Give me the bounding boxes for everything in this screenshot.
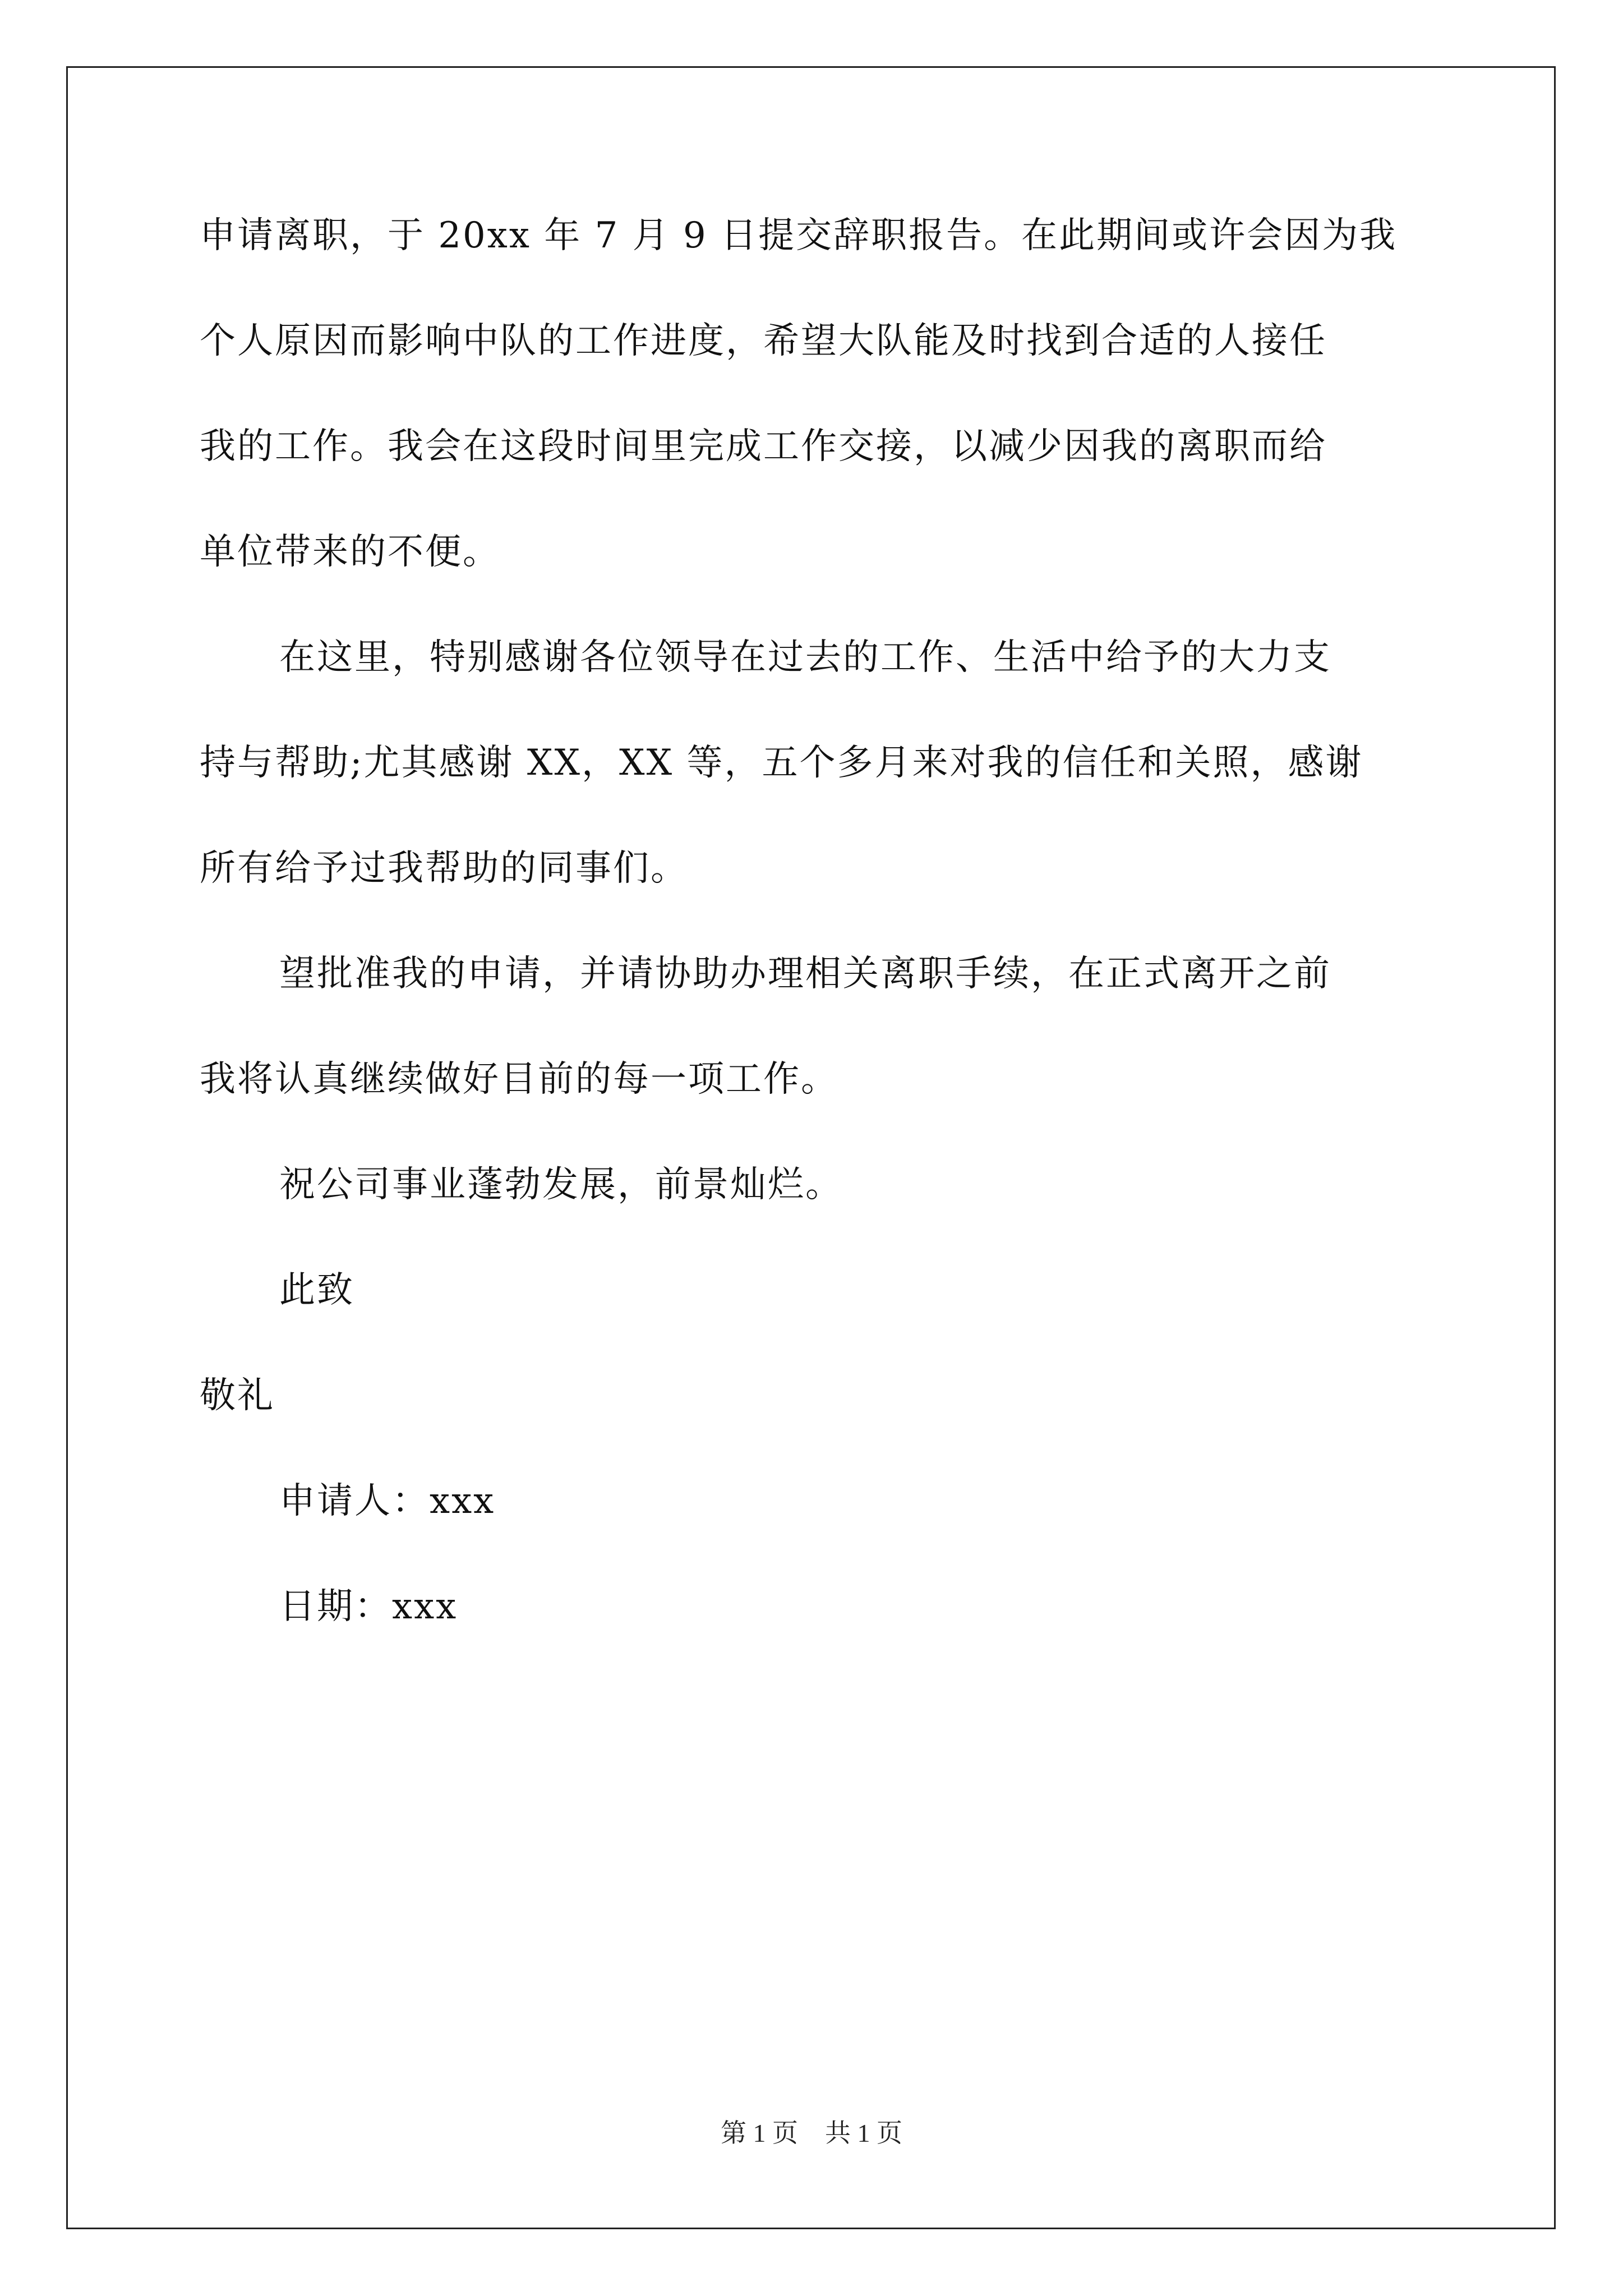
paragraph-1-line-1: 申请离职，于 20xx 年 7 月 9 日提交辞职报告。在此期间或许会因为我 [200,215,1398,256]
paragraph-2-line-3: 所有给予过我帮助的同事们。 [200,848,688,889]
page-number: 第 1 页 [721,2119,798,2147]
paragraph-1-line-4: 单位带来的不便。 [200,531,500,573]
paragraph-1-line-3: 我的工作。我会在这段时间里完成工作交接，以减少因我的离职而给 [200,426,1327,467]
paragraph-1-line-2: 个人原因而影响中队的工作进度，希望大队能及时找到合适的人接任 [200,320,1327,362]
wishes-line: 祝公司事业蓬勃发展，前景灿烂。 [279,1164,843,1205]
applicant-line: 申请人：xxx [279,1480,496,1522]
paragraph-2-line-2: 持与帮助;尤其感谢 XX，XX 等，五个多月来对我的信任和关照，感谢 [200,742,1363,784]
paragraph-2-line-1: 在这里，特别感谢各位领导在过去的工作、生活中给予的大力支 [279,637,1331,678]
document-body [200,215,1422,1694]
paragraph-3-line-1: 望批准我的申请，并请协助办理相关离职手续，在正式离开之前 [279,953,1331,995]
page-total: 共 1 页 [825,2119,902,2147]
regards-line: 敬礼 [200,1375,275,1416]
salutation-line: 此致 [279,1269,354,1311]
date-line: 日期：xxx [279,1586,458,1627]
page-footer [0,2120,1623,2146]
paragraph-3-line-2: 我将认真继续做好目前的每一项工作。 [200,1059,838,1100]
